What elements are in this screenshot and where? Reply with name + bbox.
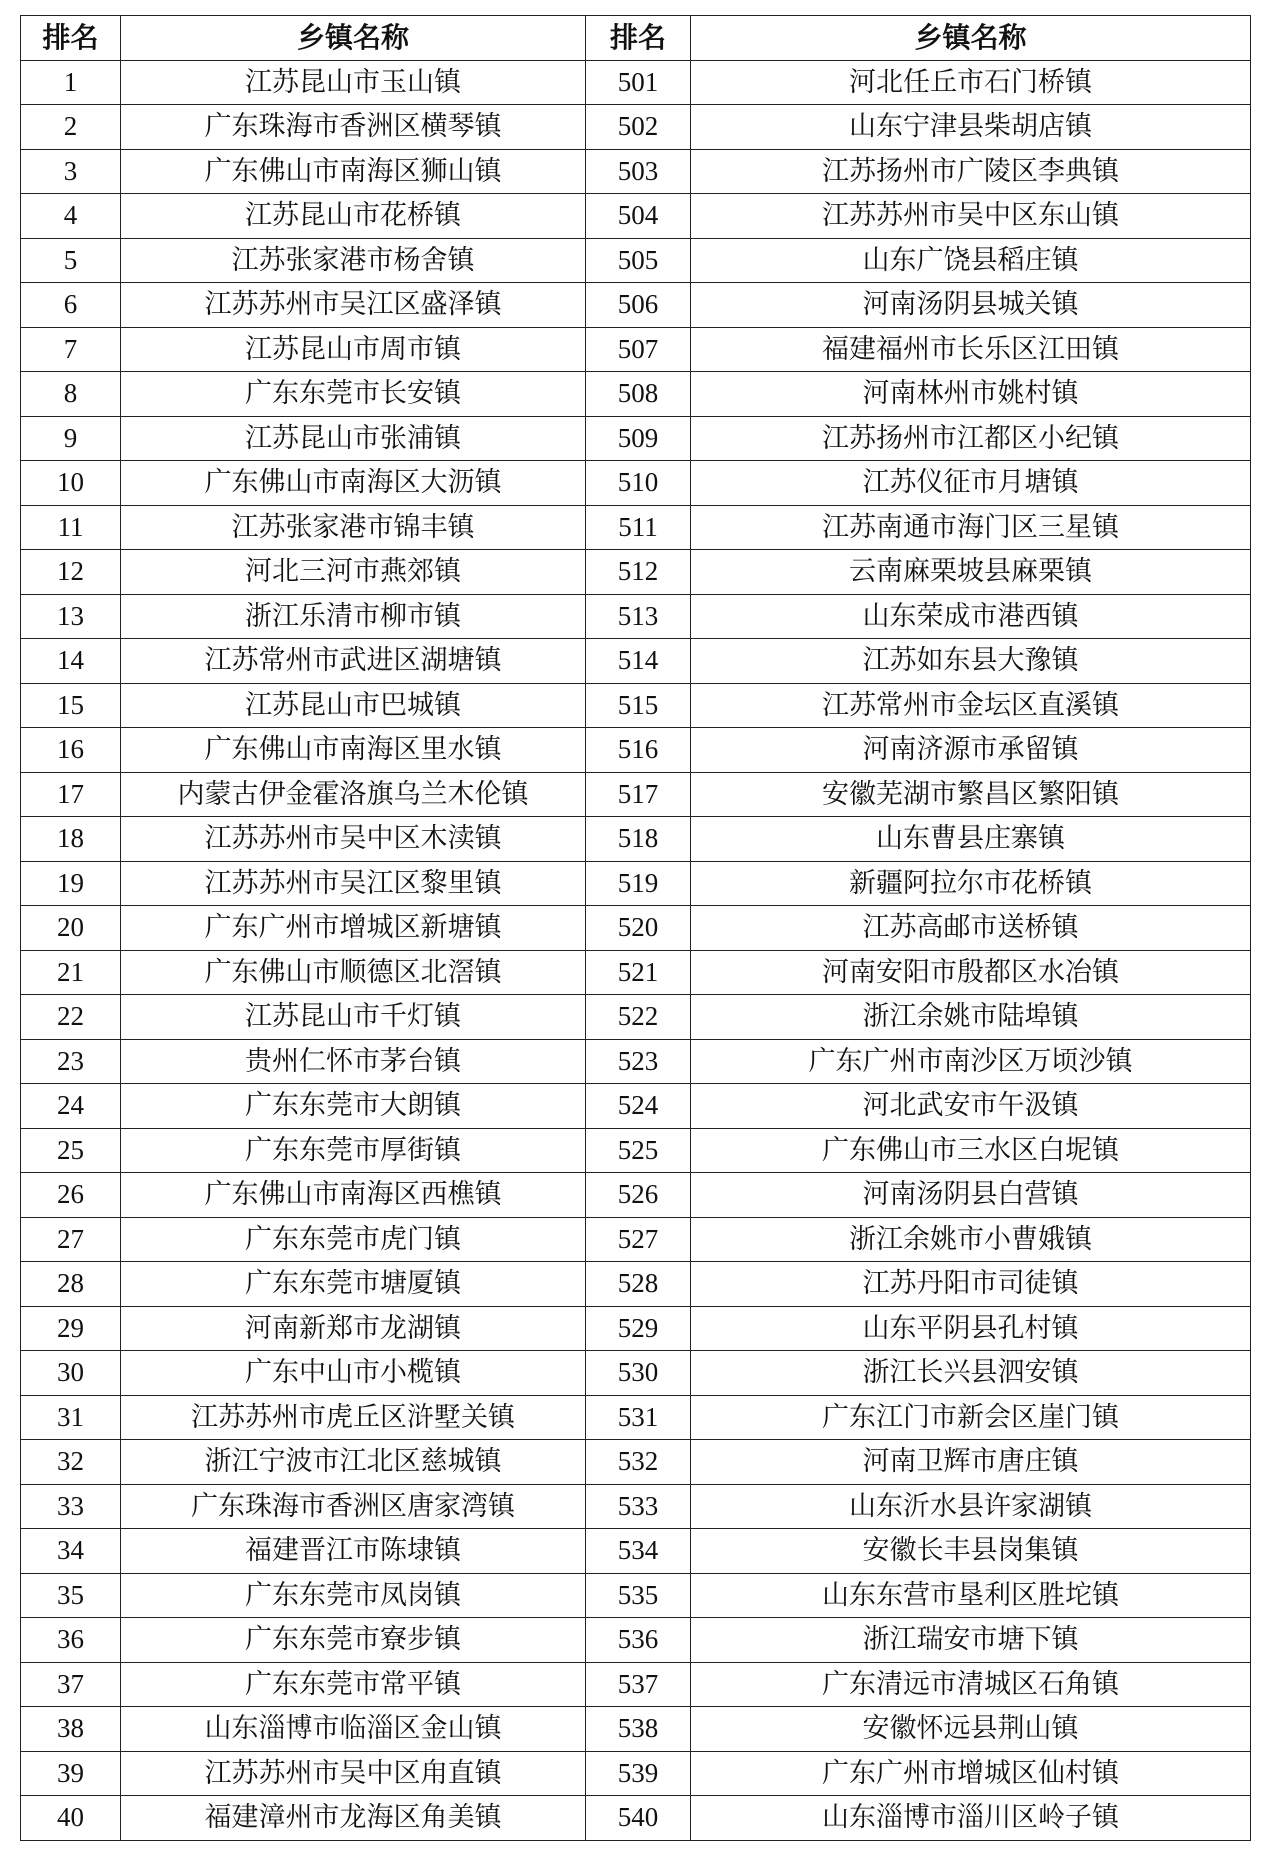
rank-right-cell: 505 [586,238,691,283]
name-right-cell: 安徽怀远县荆山镇 [691,1707,1251,1752]
rank-left-cell: 2 [21,105,121,150]
header-rank-right: 排名 [586,16,691,61]
header-rank-left: 排名 [21,16,121,61]
rank-right-cell: 521 [586,950,691,995]
rank-left-cell: 24 [21,1084,121,1129]
table-row [21,1351,1251,1396]
rank-right-cell: 531 [586,1395,691,1440]
rank-right-cell: 529 [586,1306,691,1351]
rank-right-cell: 504 [586,194,691,239]
name-right-cell: 河南林州市姚村镇 [691,372,1251,417]
table-row [21,238,1251,283]
table-row [21,861,1251,906]
name-left-cell: 内蒙古伊金霍洛旗乌兰木伦镇 [121,772,586,817]
name-right-cell: 浙江余姚市陆埠镇 [691,995,1251,1040]
name-right-cell: 江苏常州市金坛区直溪镇 [691,683,1251,728]
rank-right-cell: 510 [586,461,691,506]
name-right-cell: 河北武安市午汲镇 [691,1084,1251,1129]
table-row [21,1128,1251,1173]
name-right-cell: 江苏仪征市月塘镇 [691,461,1251,506]
table-row [21,505,1251,550]
rank-left-cell: 40 [21,1796,121,1841]
name-left-cell: 江苏苏州市吴江区黎里镇 [121,861,586,906]
name-left-cell: 江苏昆山市周市镇 [121,327,586,372]
name-left-cell: 广东东莞市常平镇 [121,1662,586,1707]
name-right-cell: 河南卫辉市唐庄镇 [691,1440,1251,1485]
rank-left-cell: 31 [21,1395,121,1440]
rank-left-cell: 34 [21,1529,121,1574]
name-right-cell: 河北任丘市石门桥镇 [691,60,1251,105]
table-row [21,1618,1251,1663]
name-right-cell: 江苏南通市海门区三星镇 [691,505,1251,550]
name-left-cell: 广东佛山市南海区狮山镇 [121,149,586,194]
rank-right-cell: 516 [586,728,691,773]
table-row [21,1707,1251,1752]
rank-left-cell: 11 [21,505,121,550]
rank-right-cell: 517 [586,772,691,817]
name-left-cell: 江苏张家港市锦丰镇 [121,505,586,550]
rank-right-cell: 513 [586,594,691,639]
name-right-cell: 安徽芜湖市繁昌区繁阳镇 [691,772,1251,817]
rank-right-cell: 508 [586,372,691,417]
name-right-cell: 河南汤阴县白营镇 [691,1173,1251,1218]
name-left-cell: 广东东莞市凤岗镇 [121,1573,586,1618]
table-row [21,1217,1251,1262]
name-right-cell: 新疆阿拉尔市花桥镇 [691,861,1251,906]
name-right-cell: 云南麻栗坡县麻栗镇 [691,550,1251,595]
table-row [21,327,1251,372]
rank-right-cell: 525 [586,1128,691,1173]
name-left-cell: 广东广州市增城区新塘镇 [121,906,586,951]
name-left-cell: 广东东莞市厚街镇 [121,1128,586,1173]
rank-left-cell: 14 [21,639,121,684]
table-row [21,60,1251,105]
rank-right-cell: 523 [586,1039,691,1084]
name-left-cell: 江苏昆山市张浦镇 [121,416,586,461]
table-row [21,194,1251,239]
rank-left-cell: 4 [21,194,121,239]
name-left-cell: 浙江宁波市江北区慈城镇 [121,1440,586,1485]
name-right-cell: 山东淄博市淄川区岭子镇 [691,1796,1251,1841]
rank-left-cell: 25 [21,1128,121,1173]
name-left-cell: 江苏常州市武进区湖塘镇 [121,639,586,684]
rank-right-cell: 539 [586,1751,691,1796]
name-left-cell: 江苏苏州市吴中区甪直镇 [121,1751,586,1796]
table-header-row [21,16,1251,61]
table-row [21,1395,1251,1440]
header-name-right: 乡镇名称 [691,16,1251,61]
rank-right-cell: 518 [586,817,691,862]
name-right-cell: 河南安阳市殷都区水冶镇 [691,950,1251,995]
name-left-cell: 江苏苏州市吴江区盛泽镇 [121,283,586,328]
rank-right-cell: 502 [586,105,691,150]
table-row [21,550,1251,595]
name-left-cell: 河南新郑市龙湖镇 [121,1306,586,1351]
rank-left-cell: 1 [21,60,121,105]
name-left-cell: 江苏昆山市巴城镇 [121,683,586,728]
rank-right-cell: 511 [586,505,691,550]
name-right-cell: 山东广饶县稻庄镇 [691,238,1251,283]
name-left-cell: 江苏昆山市玉山镇 [121,60,586,105]
township-ranking-table [20,15,1251,1841]
name-right-cell: 河南济源市承留镇 [691,728,1251,773]
rank-right-cell: 536 [586,1618,691,1663]
rank-right-cell: 503 [586,149,691,194]
table-row [21,1751,1251,1796]
rank-left-cell: 8 [21,372,121,417]
name-left-cell: 福建漳州市龙海区角美镇 [121,1796,586,1841]
rank-left-cell: 21 [21,950,121,995]
rank-left-cell: 36 [21,1618,121,1663]
name-left-cell: 福建晋江市陈埭镇 [121,1529,586,1574]
name-right-cell: 浙江瑞安市塘下镇 [691,1618,1251,1663]
table-row [21,728,1251,773]
rank-right-cell: 530 [586,1351,691,1396]
name-left-cell: 广东东莞市大朗镇 [121,1084,586,1129]
name-left-cell: 江苏苏州市吴中区木渎镇 [121,817,586,862]
rank-right-cell: 528 [586,1262,691,1307]
table-row [21,1039,1251,1084]
rank-left-cell: 28 [21,1262,121,1307]
name-right-cell: 江苏扬州市广陵区李典镇 [691,149,1251,194]
name-left-cell: 广东佛山市顺德区北滘镇 [121,950,586,995]
table-row [21,594,1251,639]
name-left-cell: 广东中山市小榄镇 [121,1351,586,1396]
rank-left-cell: 9 [21,416,121,461]
name-right-cell: 山东曹县庄寨镇 [691,817,1251,862]
table-row [21,1484,1251,1529]
table-row [21,772,1251,817]
table-row [21,906,1251,951]
rank-left-cell: 35 [21,1573,121,1618]
rank-left-cell: 7 [21,327,121,372]
name-left-cell: 广东佛山市南海区大沥镇 [121,461,586,506]
name-left-cell: 河北三河市燕郊镇 [121,550,586,595]
rank-left-cell: 26 [21,1173,121,1218]
table-row [21,1173,1251,1218]
table-row [21,1440,1251,1485]
rank-left-cell: 33 [21,1484,121,1529]
name-right-cell: 山东平阴县孔村镇 [691,1306,1251,1351]
rank-right-cell: 515 [586,683,691,728]
name-left-cell: 广东东莞市长安镇 [121,372,586,417]
name-left-cell: 广东东莞市寮步镇 [121,1618,586,1663]
table-row [21,1796,1251,1841]
name-right-cell: 广东佛山市三水区白坭镇 [691,1128,1251,1173]
rank-left-cell: 17 [21,772,121,817]
name-left-cell: 广东珠海市香洲区横琴镇 [121,105,586,150]
header-name-left: 乡镇名称 [121,16,586,61]
name-left-cell: 广东东莞市塘厦镇 [121,1262,586,1307]
table-row [21,683,1251,728]
rank-left-cell: 30 [21,1351,121,1396]
name-right-cell: 江苏苏州市吴中区东山镇 [691,194,1251,239]
name-left-cell: 广东佛山市南海区西樵镇 [121,1173,586,1218]
rank-right-cell: 506 [586,283,691,328]
rank-right-cell: 501 [586,60,691,105]
name-left-cell: 江苏昆山市千灯镇 [121,995,586,1040]
table-body [21,60,1251,1840]
table-row [21,950,1251,995]
name-right-cell: 山东荣成市港西镇 [691,594,1251,639]
rank-left-cell: 37 [21,1662,121,1707]
rank-left-cell: 16 [21,728,121,773]
rank-left-cell: 27 [21,1217,121,1262]
rank-left-cell: 39 [21,1751,121,1796]
name-right-cell: 山东沂水县许家湖镇 [691,1484,1251,1529]
table-row [21,283,1251,328]
rank-right-cell: 514 [586,639,691,684]
name-right-cell: 河南汤阴县城关镇 [691,283,1251,328]
rank-left-cell: 29 [21,1306,121,1351]
rank-right-cell: 527 [586,1217,691,1262]
rank-left-cell: 13 [21,594,121,639]
name-left-cell: 贵州仁怀市茅台镇 [121,1039,586,1084]
rank-right-cell: 522 [586,995,691,1040]
table-row [21,461,1251,506]
name-right-cell: 福建福州市长乐区江田镇 [691,327,1251,372]
rank-right-cell: 540 [586,1796,691,1841]
name-left-cell: 江苏张家港市杨舍镇 [121,238,586,283]
name-right-cell: 江苏扬州市江都区小纪镇 [691,416,1251,461]
table-row [21,1529,1251,1574]
name-right-cell: 安徽长丰县岗集镇 [691,1529,1251,1574]
name-right-cell: 广东清远市清城区石角镇 [691,1662,1251,1707]
rank-left-cell: 32 [21,1440,121,1485]
rank-left-cell: 15 [21,683,121,728]
name-right-cell: 江苏丹阳市司徒镇 [691,1262,1251,1307]
name-right-cell: 广东广州市南沙区万顷沙镇 [691,1039,1251,1084]
rank-left-cell: 12 [21,550,121,595]
rank-right-cell: 520 [586,906,691,951]
rank-right-cell: 534 [586,1529,691,1574]
rank-left-cell: 6 [21,283,121,328]
rank-left-cell: 38 [21,1707,121,1752]
rank-right-cell: 512 [586,550,691,595]
rank-right-cell: 537 [586,1662,691,1707]
rank-right-cell: 524 [586,1084,691,1129]
name-right-cell: 山东东营市垦利区胜坨镇 [691,1573,1251,1618]
name-right-cell: 山东宁津县柴胡店镇 [691,105,1251,150]
rank-left-cell: 20 [21,906,121,951]
table-row [21,1262,1251,1307]
name-left-cell: 山东淄博市临淄区金山镇 [121,1707,586,1752]
rank-right-cell: 526 [586,1173,691,1218]
table-row [21,416,1251,461]
table-row [21,817,1251,862]
name-left-cell: 广东东莞市虎门镇 [121,1217,586,1262]
rank-right-cell: 535 [586,1573,691,1618]
table-row [21,149,1251,194]
name-right-cell: 江苏高邮市送桥镇 [691,906,1251,951]
rank-right-cell: 538 [586,1707,691,1752]
name-right-cell: 江苏如东县大豫镇 [691,639,1251,684]
name-right-cell: 浙江余姚市小曹娥镇 [691,1217,1251,1262]
table-row [21,1084,1251,1129]
table-row [21,639,1251,684]
rank-left-cell: 22 [21,995,121,1040]
rank-right-cell: 533 [586,1484,691,1529]
name-left-cell: 广东佛山市南海区里水镇 [121,728,586,773]
rank-left-cell: 19 [21,861,121,906]
rank-left-cell: 3 [21,149,121,194]
rank-left-cell: 18 [21,817,121,862]
rank-right-cell: 519 [586,861,691,906]
rank-left-cell: 5 [21,238,121,283]
rank-right-cell: 509 [586,416,691,461]
name-right-cell: 广东广州市增城区仙村镇 [691,1751,1251,1796]
name-left-cell: 江苏昆山市花桥镇 [121,194,586,239]
table-row [21,1306,1251,1351]
rank-right-cell: 532 [586,1440,691,1485]
table-row [21,372,1251,417]
name-left-cell: 浙江乐清市柳市镇 [121,594,586,639]
table-row [21,105,1251,150]
rank-left-cell: 10 [21,461,121,506]
name-left-cell: 广东珠海市香洲区唐家湾镇 [121,1484,586,1529]
name-right-cell: 广东江门市新会区崖门镇 [691,1395,1251,1440]
rank-right-cell: 507 [586,327,691,372]
table-row [21,1662,1251,1707]
name-left-cell: 江苏苏州市虎丘区浒墅关镇 [121,1395,586,1440]
table-row [21,995,1251,1040]
rank-left-cell: 23 [21,1039,121,1084]
name-right-cell: 浙江长兴县泗安镇 [691,1351,1251,1396]
table-row [21,1573,1251,1618]
